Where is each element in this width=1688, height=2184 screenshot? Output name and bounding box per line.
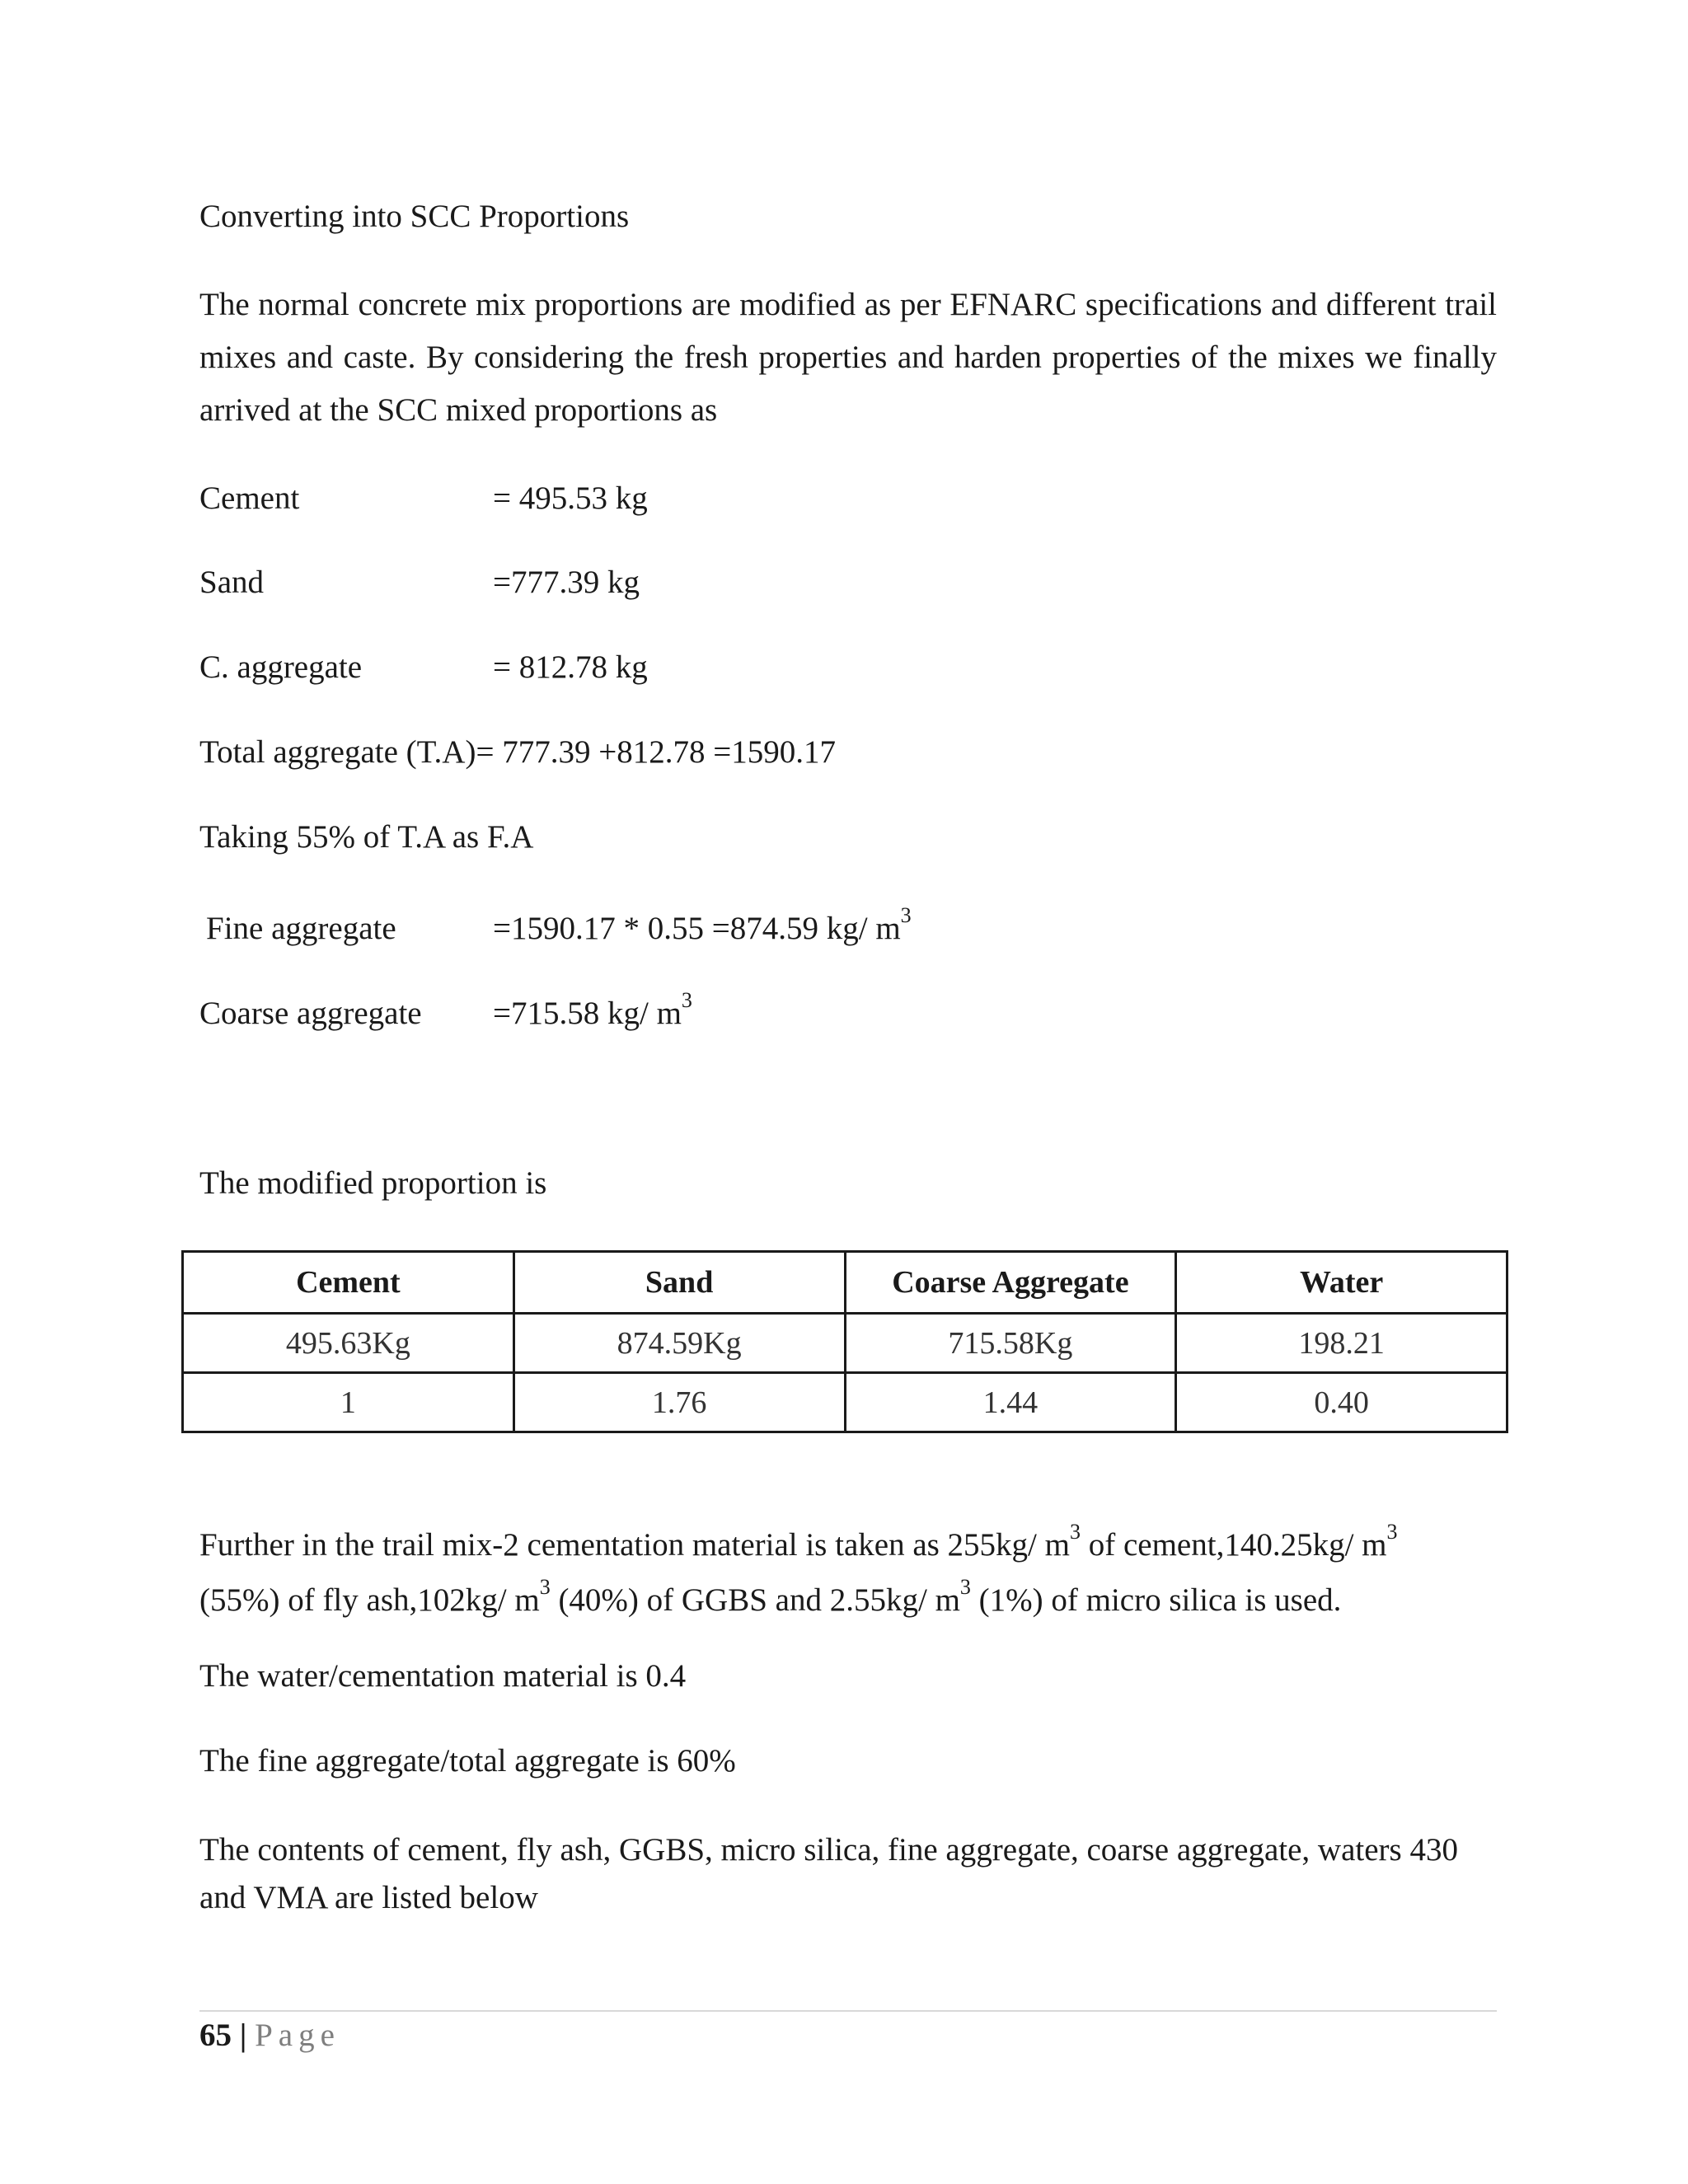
table-cell: 495.63Kg — [183, 1314, 514, 1373]
footer-divider — [199, 2010, 1497, 2012]
trail-mix-line-2: (55%) of fly ash,102kg/ $m^3$ (40%) of GGBS and 2.55kg/ $m^3$ (1%) of micro silica is used. — [199, 1575, 1342, 1618]
table-cell: 198.21 — [1176, 1314, 1507, 1373]
table-row — [183, 1314, 1507, 1373]
table-cell: 0.40 — [1176, 1373, 1507, 1432]
total-aggregate-line: Total aggregate (T.A)= 777.39 +812.78 =1590.17 — [199, 734, 836, 770]
fine-aggregate-value: =1590.17 * 0.55 =874.59 kg/ $m^3$ — [493, 903, 912, 946]
sand-value: =777.39 kg — [493, 565, 640, 600]
fine-aggregate-label: Fine aggregate — [206, 911, 396, 946]
page-number: 65 — [199, 2018, 232, 2053]
table-cell: 1 — [183, 1373, 514, 1432]
coarse-aggregate-value: =715.58 kg/ $m^3$ — [493, 988, 692, 1031]
section-heading: Converting into SCC Proportions — [199, 199, 630, 234]
modified-caption: The modified proportion is — [199, 1165, 547, 1201]
table-cell: 874.59Kg — [513, 1314, 845, 1373]
modified-proportion-table — [181, 1250, 1508, 1433]
water-cementation-ratio: The water/cementation material is 0.4 — [199, 1658, 687, 1694]
table-header-row — [183, 1252, 1507, 1314]
fine-total-aggregate-ratio: The fine aggregate/total aggregate is 60% — [199, 1743, 736, 1779]
contents-paragraph: The contents of cement, fly ash, GGBS, micro silica, fine aggregate, coarse aggregate, waters 430 and VMA are listed below — [199, 1832, 1458, 1915]
table-cell: 715.58Kg — [845, 1314, 1176, 1373]
intro-paragraph: The normal concrete mix proportions are modified as per EFNARC specifications and different trail mixes and caste. By considering the fresh properties and harden properties of the mixes we finally arrived at the SCC mixed proportions as — [199, 287, 1497, 428]
table-header-cell: Coarse Aggregate — [845, 1252, 1176, 1314]
table-header-cell: Sand — [513, 1252, 845, 1314]
page-footer — [199, 2017, 340, 2054]
cement-label: Cement — [199, 480, 300, 516]
cubic-superscript: 3 — [681, 988, 692, 1012]
cement-value: = 495.53 kg — [493, 480, 648, 516]
table-row — [183, 1373, 1507, 1432]
footer-separator: | — [232, 2018, 256, 2053]
table-header-cell: Water — [1176, 1252, 1507, 1314]
c-aggregate-value: = 812.78 kg — [493, 649, 648, 685]
c-aggregate-label: C. aggregate — [199, 649, 363, 685]
page-label: Page — [255, 2018, 340, 2053]
table-cell: 1.76 — [513, 1373, 845, 1432]
table-header-cell: Cement — [183, 1252, 514, 1314]
coarse-aggregate-label: Coarse aggregate — [199, 996, 422, 1031]
table-cell: 1.44 — [845, 1373, 1176, 1432]
sand-label: Sand — [199, 565, 264, 600]
taking-fa-line: Taking 55% of T.A as F.A — [199, 819, 534, 855]
cubic-superscript: 3 — [900, 903, 912, 927]
trail-mix-line-1: Further in the trail mix-2 cementation material is taken as 255kg/ $m^3$ of cement,140.25kg/ $m^3$ — [199, 1520, 1398, 1563]
